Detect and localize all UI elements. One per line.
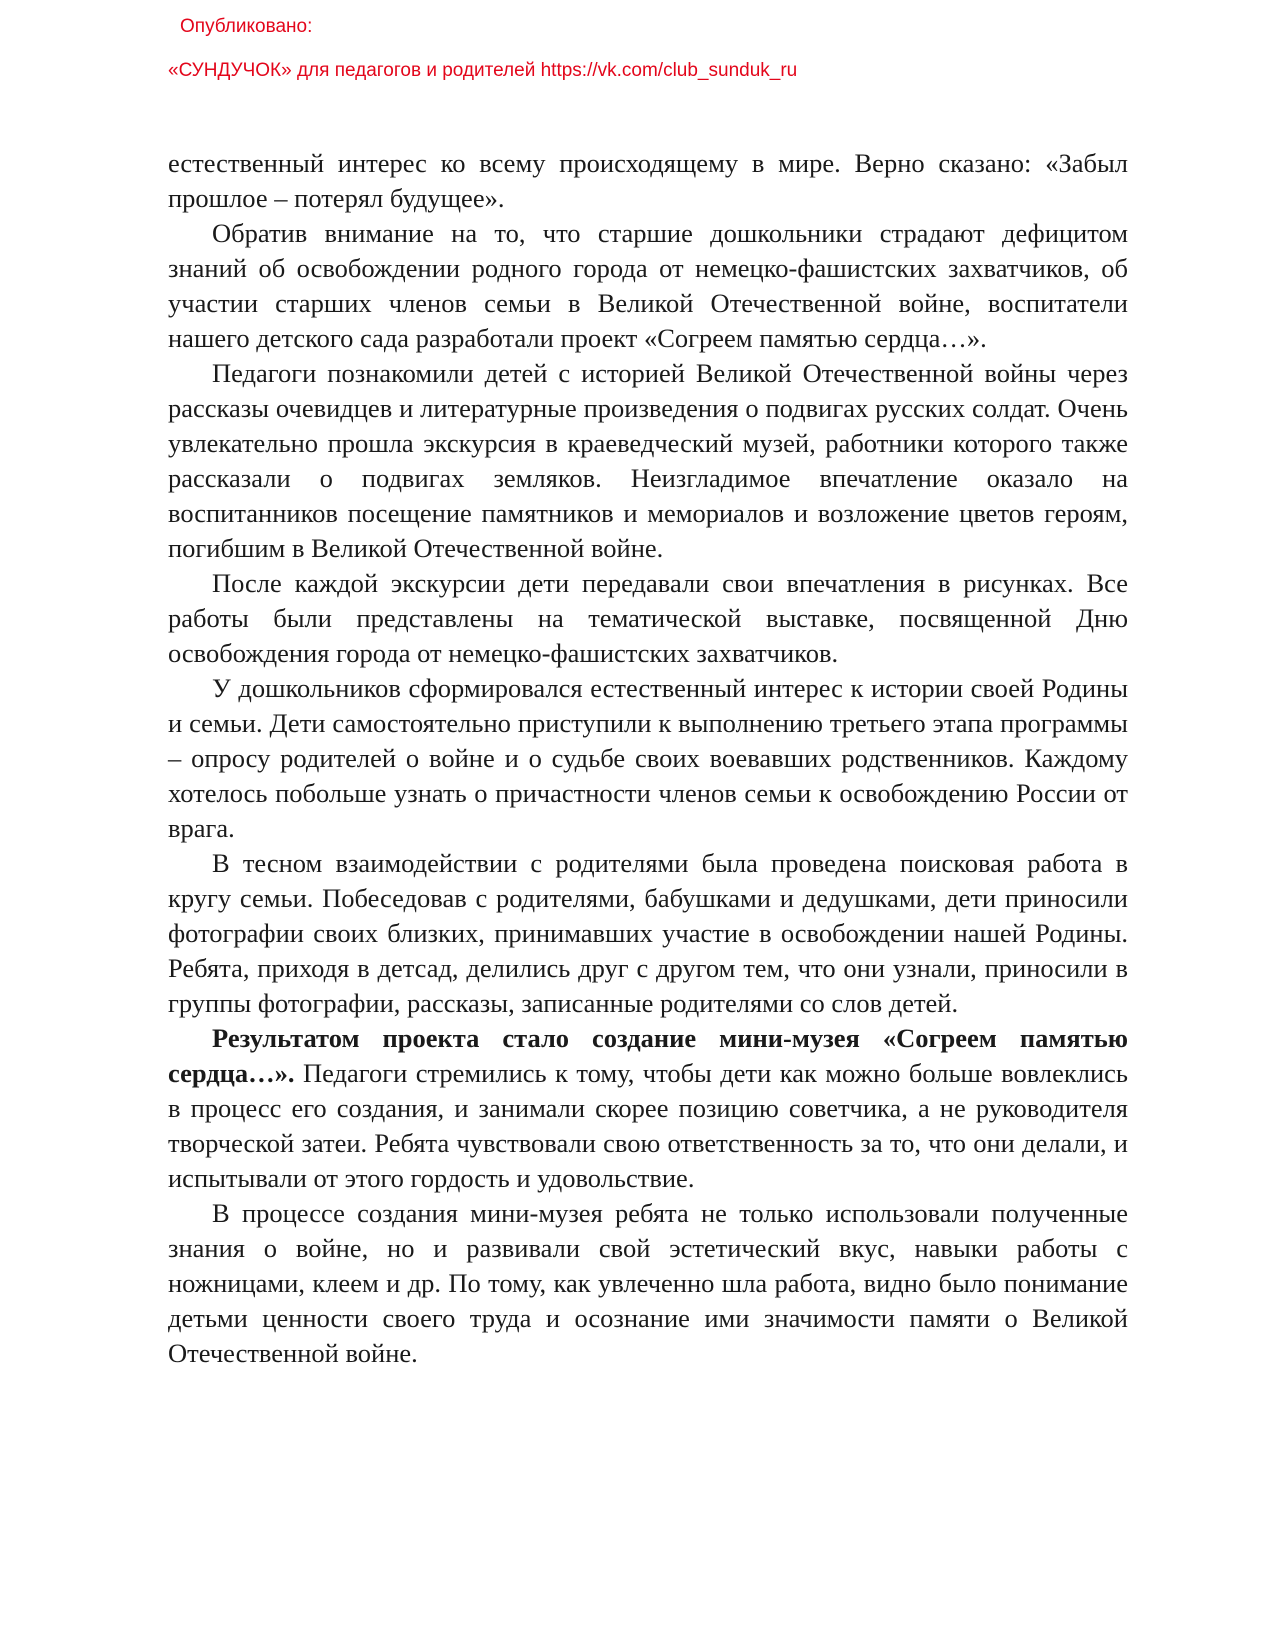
paragraph: Обратив внимание на то, что старшие дошкольники страдают дефицитом знаний об освобождении родного города от немецко-фашистских захватчиков, об участии старших членов семьи в Великой Отечественной войне, воспитатели нашего детского сада разработали проект «Согреем памятью сердца…». <box>168 218 1128 353</box>
published-label: Опубликовано: <box>180 16 313 37</box>
source-link[interactable]: «СУНДУЧОК» для педагогов и родителей https://vk.com/club_sunduk_ru <box>168 60 798 81</box>
paragraph: естественный интерес ко всему происходящему в мире. Верно сказано: «Забыл прошлое – потерял будущее». <box>168 148 1128 213</box>
paragraph: У дошкольников сформировался естественный интерес к истории своей Родины и семьи. Дети самостоятельно приступили к выполнению третьего этапа программы – опросу родителей о войне и о судьбе своих воевавших родственников. Каждому хотелось побольше узнать о причастности членов семьи к освобождению России от врага. <box>168 673 1128 843</box>
result-bold-text: Результатом проекта стало создание мини-музея «Согреем памятью сердца…». <box>168 1023 1128 1088</box>
paragraph: В процессе создания мини-музея ребята не только использовали полученные знания о войне, но и развивали свой эстетический вкус, навыки работы с ножницами, клеем и др. По тому, как увлеченно шла работа, видно было понимание детьми ценности своего труда и осознание ими значимости памяти о Великой Отечественной войне. <box>168 1198 1128 1368</box>
paragraph: После каждой экскурсии дети передавали свои впечатления в рисунках. Все работы были представлены на тематической выставке, посвященной Дню освобождения города от немецко-фашистских захватчиков. <box>168 568 1128 668</box>
document-body <box>168 146 1128 1371</box>
result-text: Педагоги стремились к тому, чтобы дети как можно больше вовлеклись в процесс его создания, и занимали скорее позицию советчика, а не руководителя творческой затеи. Ребята чувствовали свою ответственность за то, что они делали, и испытывали от этого гордость и удовольствие. <box>168 1058 1128 1193</box>
result-paragraph <box>168 1021 1128 1196</box>
paragraph: В тесном взаимодействии с родителями была проведена поисковая работа в кругу семьи. Побеседовав с родителями, бабушками и дедушками, дети приносили фотографии своих близких, принимавших участие в освобождении нашей Родины. Ребята, приходя в детсад, делились друг с другом тем, что они узнали, приносили в группы фотографии, рассказы, записанные родителями со слов детей. <box>168 848 1128 1018</box>
paragraph: Педагоги познакомили детей с историей Великой Отечественной войны через рассказы очевидцев и литературные произведения о подвигах русских солдат. Очень увлекательно прошла экскурсия в краеведческий музей, работники которого также рассказали о подвигах земляков. Неизгладимое впечатление оказало на воспитанников посещение памятников и мемориалов и возложение цветов героям, погибшим в Великой Отечественной войне. <box>168 358 1128 563</box>
